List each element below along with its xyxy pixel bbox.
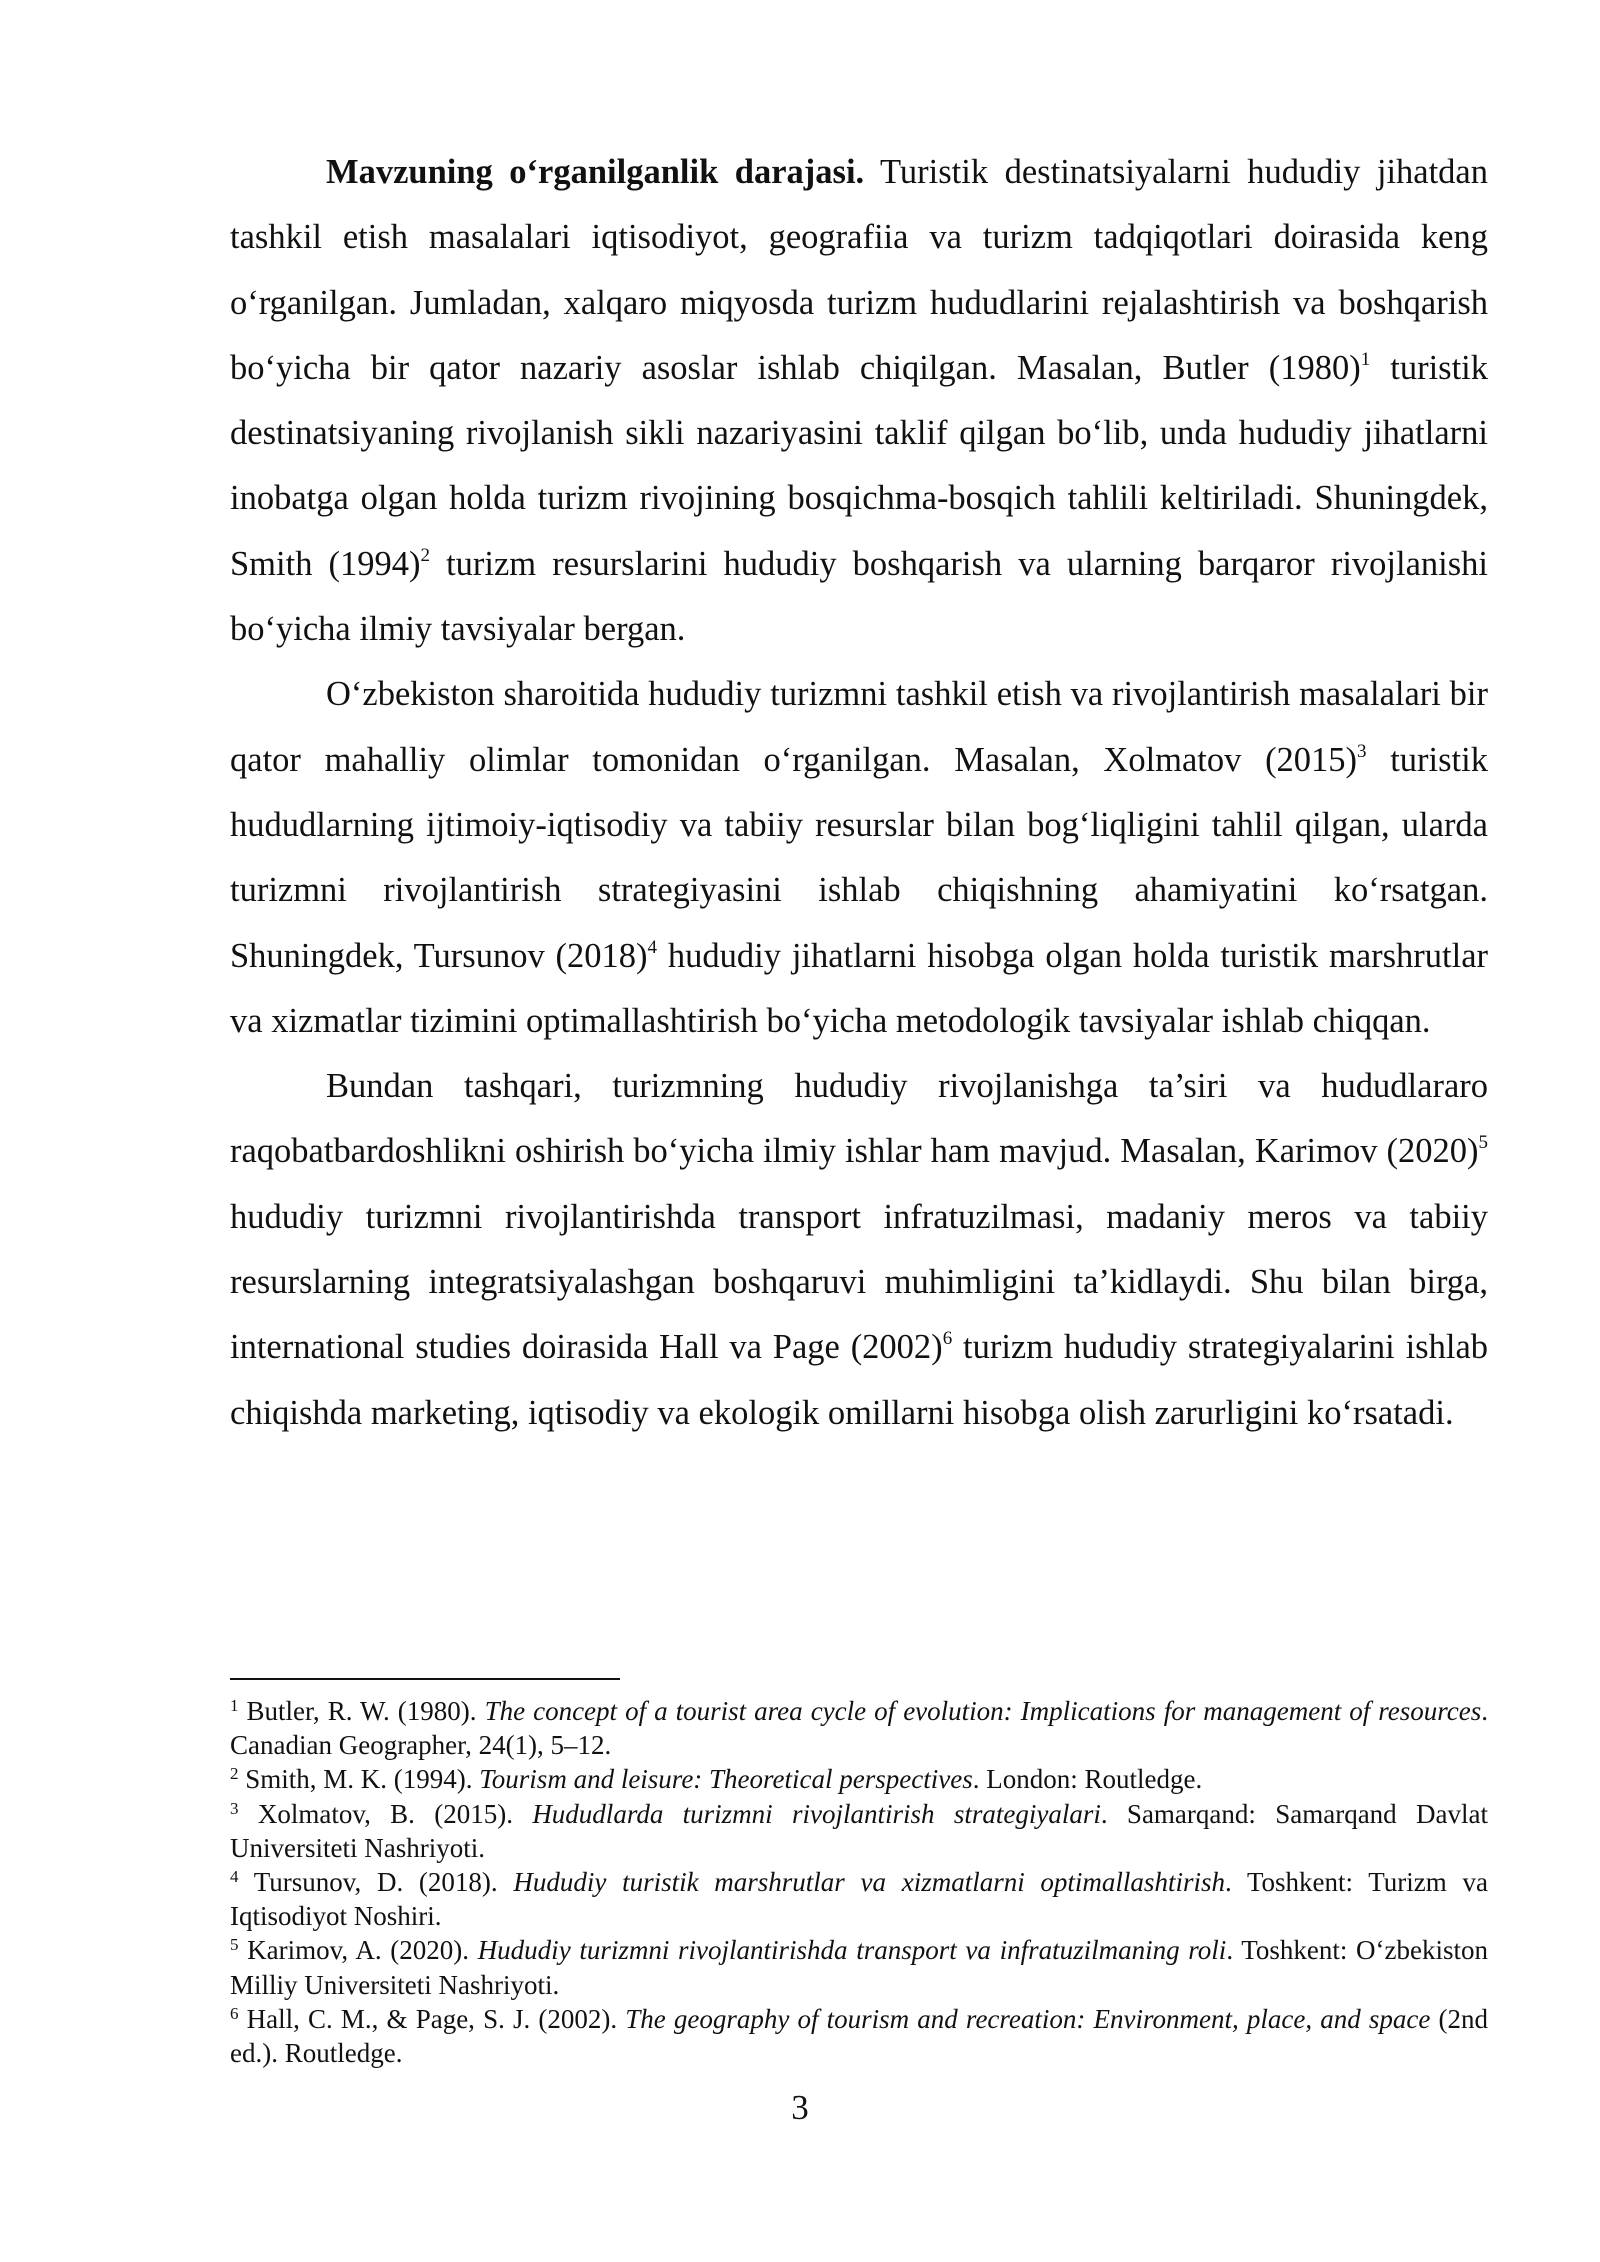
footnote-author: Xolmatov, B. (2015). [238, 1798, 533, 1829]
paragraph-text: O‘zbekiston sharoitida hududiy turizmni tashkil etish va rivojlantirish masalalari bir qator mahalliy olimlar tomonidan o‘rganilgan. Masalan, Xolmatov (2015) [230, 675, 1488, 779]
footnote-reference[interactable]: 3 [1357, 740, 1367, 762]
body-text [230, 140, 1488, 1446]
footnote-title: Hududiy turistik marshrutlar va xizmatlarni optimallashtirish [513, 1867, 1225, 1898]
footnote-number: 4 [230, 1867, 239, 1887]
footnote-publisher: (2nd ed.). Routledge. [230, 2003, 1488, 2069]
footnote-author: Butler, R. W. (1980). [238, 1696, 485, 1726]
footnote-publisher: . Toshkent: Turizm va Iqtisodiyot Noshiri. [230, 1867, 1488, 1932]
paragraph-text: turizm hududiy strategiyalarini ishlab chiqishda marketing, iqtisodiy va ekologik omillarni hisobga olish zarurligini ko‘rsatadi. [230, 1328, 1489, 1432]
paragraph-text: hududiy jihatlarni hisobga olgan holda turistik marshrutlar va xizmatlar tizimini optimallashtirish bo‘yicha metodologik tavsiyalar ishlab chiqqan. [230, 936, 1489, 1040]
footnote-3 [230, 1797, 1488, 1865]
footnote-6 [230, 2002, 1488, 2070]
footnote-2 [230, 1762, 1488, 1796]
footnote-title: The concept of a tourist area cycle of evolution: Implications for management of resources [484, 1696, 1482, 1726]
footnote-number: 1 [230, 1696, 239, 1715]
paragraph-text: turistik destinatsiyaning rivojlanish sikli nazariyasini taklif qilgan bo‘lib, unda hududiy jihatlarni inobatga olgan holda turizm rivojining bosqichma-bosqich tahlili keltiriladi. Shuningdek, Smith (1994) [230, 348, 1488, 583]
footnote-1 [230, 1694, 1488, 1762]
paragraph-text: turizm resurslarini hududiy boshqarish va ularning barqaror rivojlanishi bo‘yicha ilmiy tavsiyalar bergan. [230, 544, 1488, 649]
footnote-author: Smith, M. K. (1994). [238, 1764, 480, 1795]
footnote-author: Hall, C. M., & Page, S. J. (2002). [238, 2003, 626, 2034]
paragraph-additional-studies [230, 1054, 1488, 1446]
footnote-publisher: . Samarqand: Samarqand Davlat Universiteti Nashriyoti. [230, 1798, 1488, 1863]
footnote-5 [230, 1933, 1488, 2001]
footnote-title: Tourism and leisure: Theoretical perspectives [479, 1764, 973, 1795]
footnote-reference[interactable]: 1 [1360, 348, 1371, 370]
footnote-reference[interactable]: 4 [647, 936, 658, 958]
footnote-separator [230, 1678, 620, 1680]
page-number: 3 [791, 2088, 809, 2127]
paragraph-text: hududiy turizmni rivojlantirishda transport infratuzilmasi, madaniy meros va tabiiy resurslarning integratsiyalashgan boshqaruvi muhimligini ta’kidlaydi. Shu bilan birga, international studies doirasida Hall va Page (2002) [230, 1197, 1488, 1367]
footnote-number: 2 [230, 1764, 239, 1784]
footnote-publisher: . Toshkent: O‘zbekiston Milliy Universiteti Nashriyoti. [230, 1935, 1488, 2000]
footnotes-section [230, 1678, 1488, 2070]
section-heading: Mavzuning o‘rganilganlik darajasi. [326, 153, 865, 191]
paragraph-text: Turistik destinatsiyalarni hududiy jihatdan tashkil etish masalalari iqtisodiyot, geografiia va turizm tadqiqotlari doirasida keng o‘rganilgan. Jumladan, xalqaro miqyosda turizm hududlarini rejalashtirish va boshqarish bo‘yicha bir qator nazariy asoslar ishlab chiqilgan. Masalan, Butler (1980) [230, 153, 1488, 387]
footnote-4 [230, 1865, 1488, 1933]
footnote-number: 6 [230, 2003, 239, 2023]
footnote-author: Tursunov, D. (2018). [238, 1867, 514, 1898]
footnote-title: Hududlarda turizmni rivojlantirish strategiyalari [532, 1798, 1101, 1829]
footnote-reference[interactable]: 6 [942, 1328, 953, 1350]
footnote-title: The geography of tourism and recreation: Environment, place, and space [625, 2003, 1431, 2034]
footnote-reference[interactable]: 5 [1478, 1132, 1488, 1154]
footnote-reference[interactable]: 2 [420, 544, 430, 566]
paragraph-uzbekistan-studies [230, 662, 1488, 1054]
footnote-number: 5 [230, 1935, 239, 1955]
footnote-author: Karimov, A. (2020). [238, 1935, 478, 1966]
footnote-title: Hududiy turizmni rivojlantirishda transport va infratuzilmaning roli [477, 1935, 1227, 1966]
footnote-publisher: . London: Routledge. [972, 1764, 1203, 1795]
paragraph-text: Bundan tashqari, turizmning hududiy rivojlanishga ta’siri va hududlararo raqobatbardoshlikni oshirish bo‘yicha ilmiy ishlar ham mavjud. Masalan, Karimov (2020) [230, 1067, 1488, 1171]
paragraph-text: turistik hududlarning ijtimoiy-iqtisodiy va tabiiy resurslar bilan bog‘liqligini tahlil qilgan, ularda turizmni rivojlantirish strategiyasini ishlab chiqishning ahamiyatini ko‘rsatgan. Shuningdek, Tursunov (2018) [230, 740, 1488, 975]
paragraph-study-level [230, 140, 1488, 662]
footnote-number: 3 [230, 1798, 239, 1818]
footnote-publisher: . Canadian Geographer, 24(1), 5–12. [230, 1696, 1488, 1761]
